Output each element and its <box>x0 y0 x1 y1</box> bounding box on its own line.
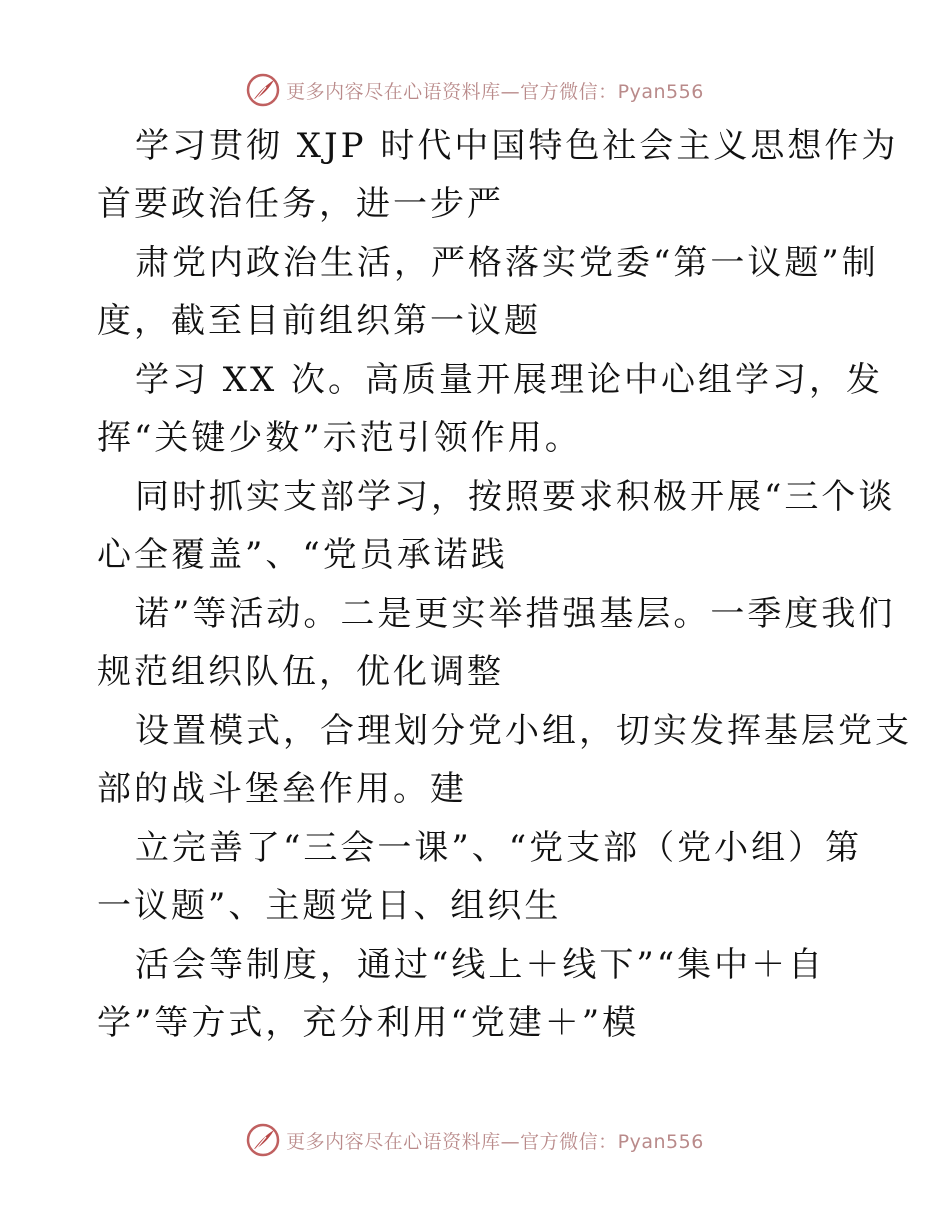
watermark-text: 更多内容尽在心语资料库—官方微信：Pyan556 <box>286 1130 704 1153</box>
text-line-16: 学”等方式，充分利用“党建＋”模 <box>97 1003 640 1043</box>
text-line-12: 部的战斗堡垒作用。建 <box>97 769 467 809</box>
text-line-5: 学习 XX 次。高质量开展理论中心组学习，发 <box>135 360 884 400</box>
text-line-9: 诺”等活动。二是更实举措强基层。一季度我们 <box>135 594 896 634</box>
text-line-10: 规范组织队伍，优化调整 <box>97 652 504 692</box>
text-line-2: 首要政治任务，进一步严 <box>97 184 504 224</box>
text-line-14: 一议题”、主题党日、组织生 <box>97 886 562 926</box>
header-watermark <box>0 70 950 110</box>
text-line-11: 设置模式，合理划分党小组，切实发挥基层党支 <box>135 711 912 751</box>
text-line-15: 活会等制度，通过“线上＋线下”“集中＋自 <box>135 945 826 985</box>
text-line-13: 立完善了“三会一课”、“党支部（党小组）第 <box>135 828 863 868</box>
feather-pen-logo-icon <box>246 73 280 107</box>
text-line-6: 挥“关键少数”示范引领作用。 <box>97 418 582 458</box>
footer-watermark <box>0 1120 950 1160</box>
text-line-4: 度，截至目前组织第一议题 <box>97 301 541 341</box>
feather-pen-logo-icon <box>246 1123 280 1157</box>
text-line-3: 肃党内政治生活，严格落实党委“第一议题”制 <box>135 243 879 283</box>
text-line-1: 学习贯彻 XJP 时代中国特色社会主义思想作为 <box>135 126 899 166</box>
watermark-text: 更多内容尽在心语资料库—官方微信：Pyan556 <box>286 80 704 103</box>
text-line-8: 心全覆盖”、“党员承诺践 <box>97 535 508 575</box>
text-line-7: 同时抓实支部学习，按照要求积极开展“三个谈 <box>135 477 896 517</box>
